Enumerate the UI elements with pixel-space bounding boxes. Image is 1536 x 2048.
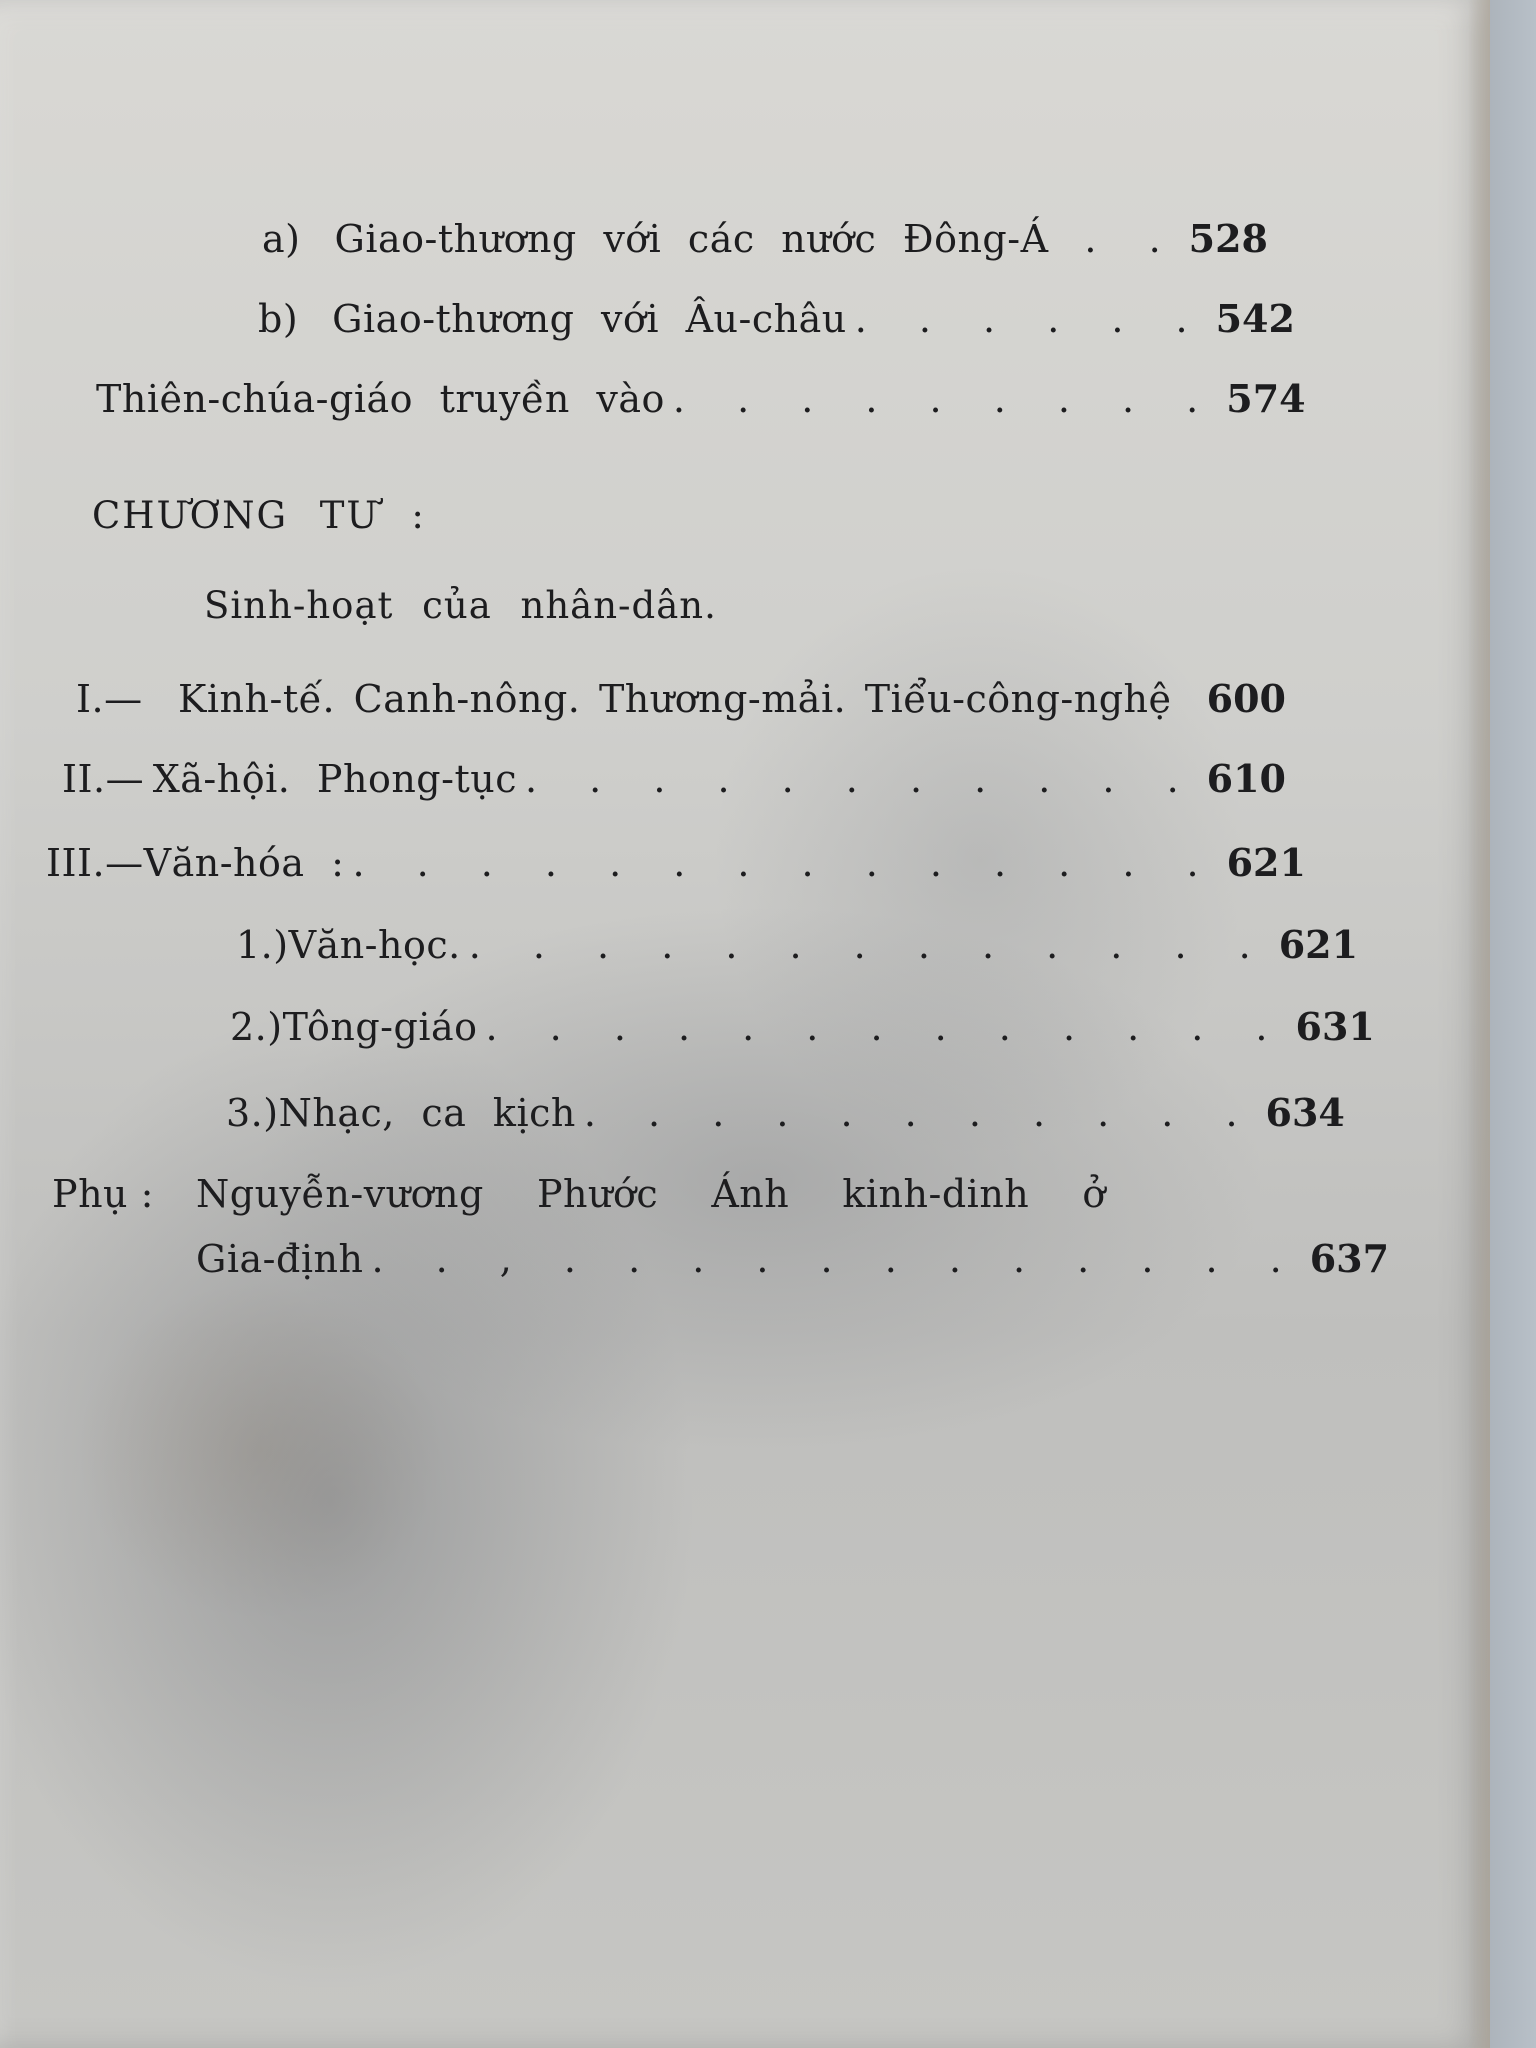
toc-entry-label: 1.) — [236, 923, 289, 967]
toc-leader-dots: . . . . . . . . . . . . . — [485, 1005, 1288, 1049]
toc-appendix-line2 — [196, 1236, 1390, 1281]
toc-page-number: 542 — [1215, 296, 1295, 341]
toc-leader-dots: . . . . . . . . . — [672, 377, 1219, 421]
toc-entry-label: I.— — [76, 677, 143, 721]
toc-entry-label: 2.) — [230, 1005, 283, 1049]
toc-entry-iii — [46, 840, 1306, 885]
toc-entry-title: Thiên-chúa-giáo truyền vào — [96, 377, 665, 421]
toc-entry-title: Giao-thương với các nước Đông-Á — [334, 217, 1049, 261]
toc-entry-title: Kinh-tế. Canh-nông. Thương-mải. Tiểu-công-nghệ — [178, 677, 1172, 721]
toc-entry-label: III.— — [46, 841, 144, 885]
toc-page-number: 600 — [1206, 676, 1286, 721]
chapter-subtitle: Sinh-hoạt của nhân-dân. — [204, 584, 717, 627]
toc-leader-dots: . . . . . . — [854, 297, 1208, 341]
toc-entry-i — [76, 676, 1286, 721]
toc-entry-title: Giao-thương với Âu-châu — [332, 297, 847, 341]
toc-leader-dots: . . , . . . . . . . . . . . . — [371, 1237, 1302, 1281]
toc-leader-dots: . . . . . . . . . . . — [525, 757, 1199, 801]
toc-page-number: 637 — [1309, 1236, 1390, 1281]
toc-entry-label: 3.) — [226, 1091, 279, 1135]
toc-entry-title: Gia-định — [196, 1237, 364, 1281]
toc-entry-label: b) — [258, 297, 299, 341]
toc-page-number: 610 — [1206, 756, 1286, 801]
toc-page-number: 621 — [1226, 840, 1306, 885]
toc-entry-label: II.— — [62, 757, 145, 801]
toc-page-number: 528 — [1188, 216, 1268, 261]
toc-entry-2 — [230, 1004, 1375, 1049]
toc-entry-ii — [62, 756, 1286, 801]
toc-entry-title: Nguyễn-vương Phước Ánh kinh-dinh ở — [196, 1172, 1106, 1216]
toc-page-number: 574 — [1226, 376, 1306, 421]
toc-page-number: 621 — [1278, 922, 1359, 967]
toc-entry-1 — [236, 922, 1359, 967]
toc-entry-title: Nhạc, ca kịch — [278, 1091, 576, 1135]
toc-entry-title: Văn-hóa : — [143, 841, 345, 885]
chapter-heading: CHƯƠNG TƯ : — [92, 494, 426, 537]
toc-entry-title: Xã-hội. Phong-tục — [152, 757, 517, 801]
toc-entry-label: Phụ : — [52, 1172, 154, 1216]
toc-entry-title: Tông-giáo — [282, 1005, 478, 1049]
toc-entry-a — [262, 216, 1268, 261]
toc-page-number: 631 — [1295, 1004, 1375, 1049]
toc-leader-dots: . . . . . . . . . . . . . — [468, 923, 1271, 967]
toc-entry-christianity — [96, 376, 1306, 421]
toc-leader-dots: . . . . . . . . . . . . . . — [352, 841, 1219, 885]
toc-entry-title: Văn-học. — [288, 923, 461, 967]
toc-appendix-line1 — [52, 1172, 1252, 1216]
toc-entry-b — [258, 296, 1295, 341]
toc-leader-dots: . . . . . . . . . . . — [583, 1091, 1258, 1135]
toc-entry-label: a) — [262, 217, 301, 261]
toc-entry-3 — [226, 1090, 1345, 1135]
toc-leader-dots: . . — [1084, 217, 1181, 261]
toc-page-number: 634 — [1265, 1090, 1345, 1135]
